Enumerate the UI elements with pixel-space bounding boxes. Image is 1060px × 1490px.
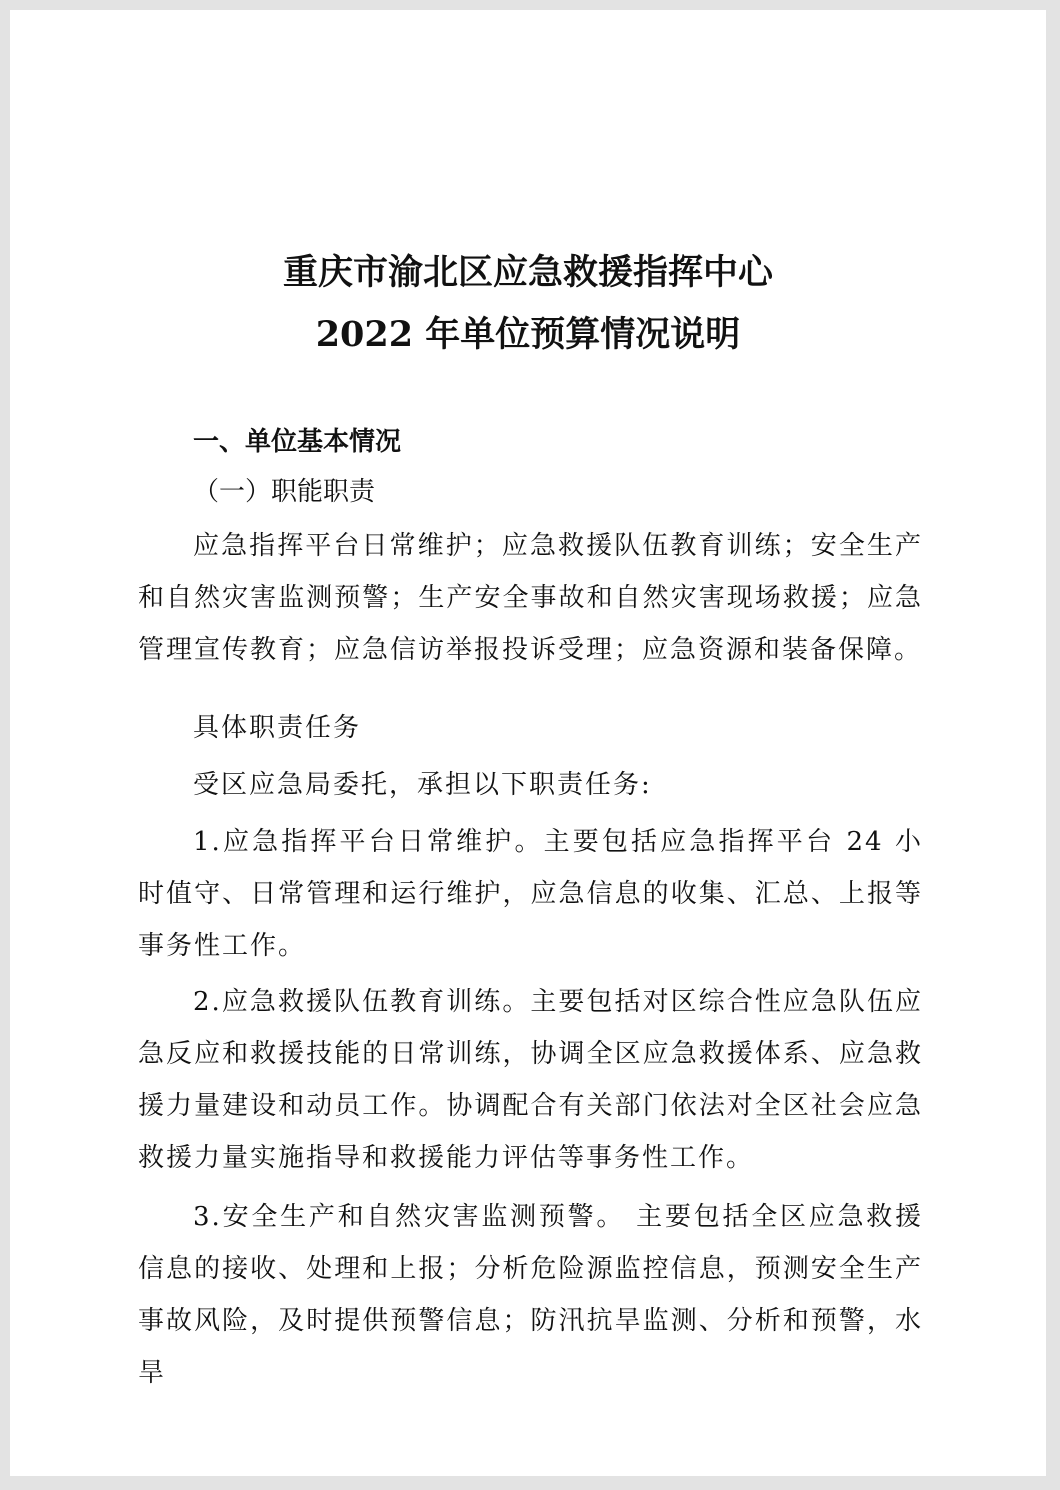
paragraph-duty-1: 1.应急指挥平台日常维护。主要包括应急指挥平台 24 小时值守、日常管理和运行维护，应急信息的收集、汇总、上报等事务性工作。 bbox=[138, 827, 923, 961]
paragraph-duty-3: 3.安全生产和自然灾害监测预警。 主要包括全区应急救援信息的接收、处理和上报；分析危险源监控信息，预测安全生产事故风险，及时提供预警信息；防汛抗旱监测、分析和预警，水旱 bbox=[138, 1202, 923, 1388]
paragraph-duty-2: 2.应急救援队伍教育训练。主要包括对区综合性应急队伍应急反应和救援技能的日常训练，协调全区应急救援体系、应急救援力量建设和动员工作。协调配合有关部门依法对全区社会应急救援力量实施指导和救援能力评估等事务性工作。 bbox=[138, 987, 923, 1173]
subsection-heading: （一）职能职责 bbox=[193, 477, 376, 507]
document-page bbox=[10, 10, 1046, 1476]
section-heading: 一、单位基本情况 bbox=[193, 427, 402, 457]
document-title-line2: 2022 年单位预算情况说明 bbox=[315, 314, 741, 355]
paragraph-specific-duties-label: 具体职责任务 bbox=[193, 713, 362, 743]
document-title-line1: 重庆市渝北区应急救援指挥中心 bbox=[282, 252, 773, 293]
paragraph-entrusted-intro: 受区应急局委托，承担以下职责任务: bbox=[193, 770, 652, 800]
paragraph-duties-summary: 应急指挥平台日常维护；应急救援队伍教育训练；安全生产和自然灾害监测预警；生产安全事故和自然灾害现场救援；应急管理宣传教育；应急信访举报投诉受理；应急资源和装备保障。 bbox=[138, 531, 923, 665]
